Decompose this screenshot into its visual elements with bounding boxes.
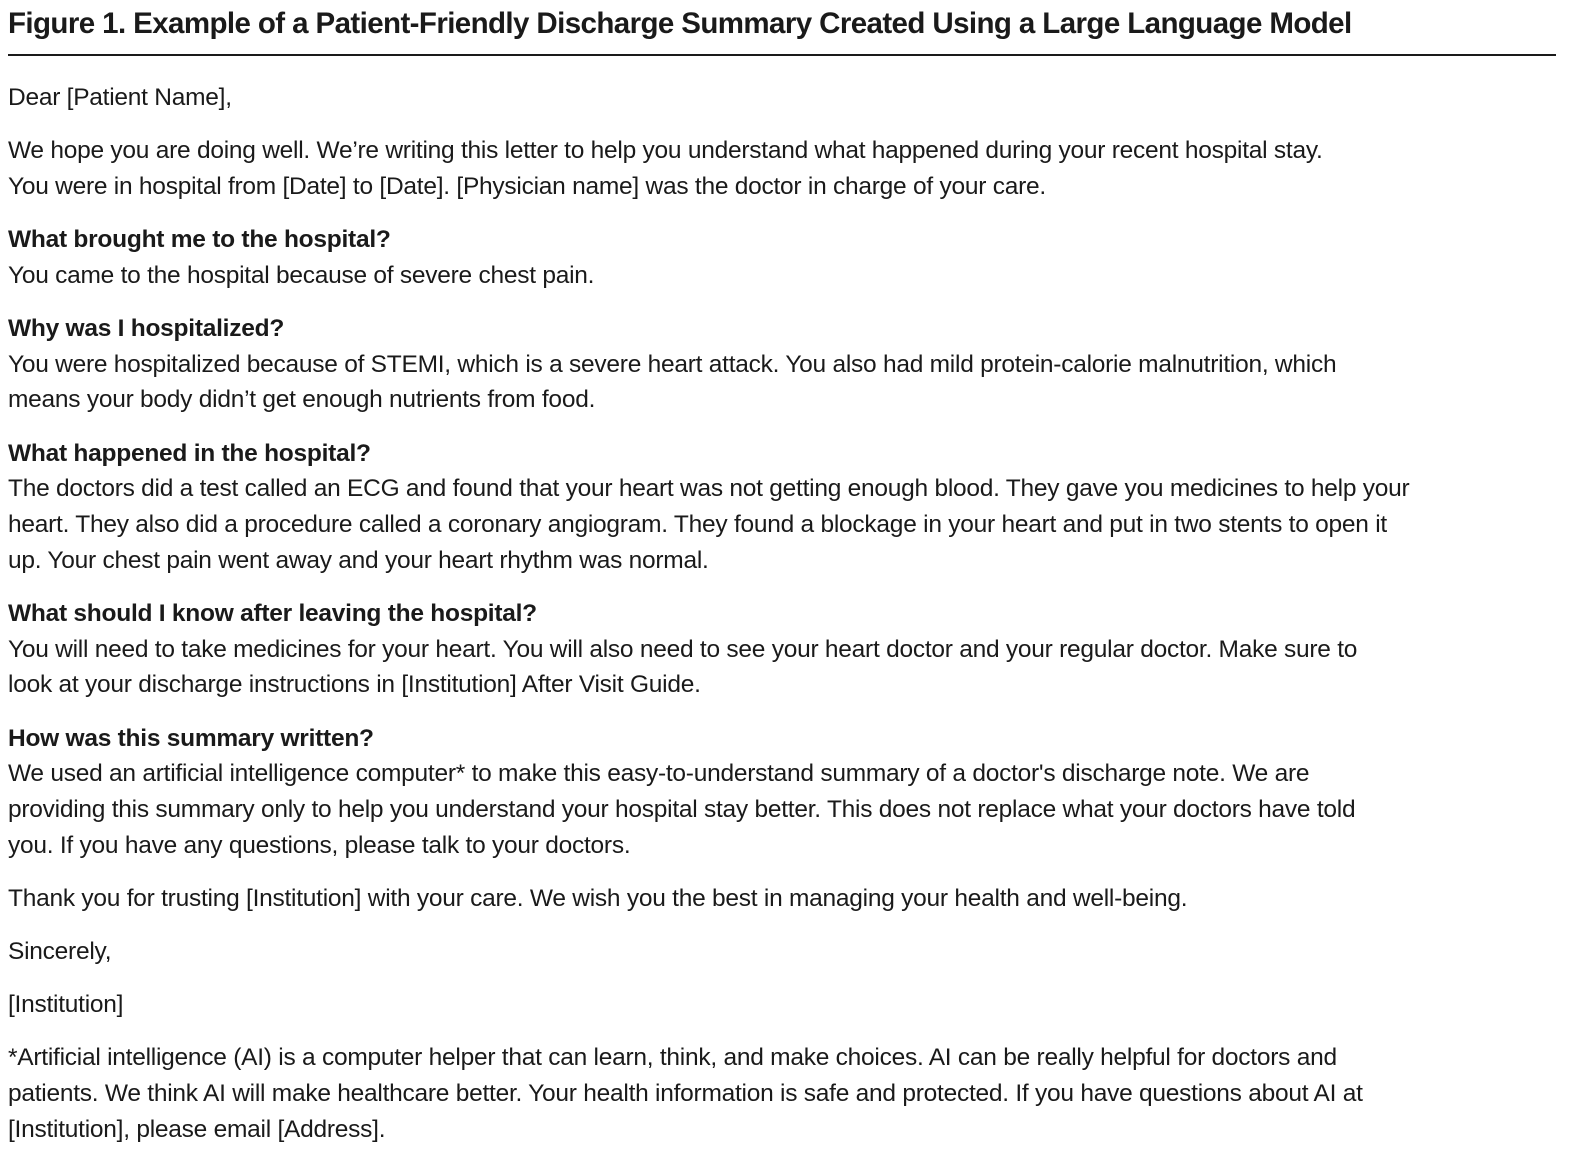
figure xyxy=(8,0,1556,1165)
section-reason-for-visit xyxy=(8,222,1556,293)
section-line: You came to the hospital because of severe chest pain. xyxy=(8,261,595,289)
section-line: means your body didn’t get enough nutrients from food. xyxy=(8,386,596,414)
footnote-line: *Artificial intelligence (AI) is a computer helper that can learn, think, and make choices. AI can be really helpful for doctors and xyxy=(8,1044,1337,1072)
footnote-line: patients. We think AI will make healthcare better. Your health information is safe and protected. If you have questions about AI at xyxy=(8,1080,1363,1108)
section-line: heart. They also did a procedure called a coronary angiogram. They found a blockage in your heart and put in two stents to open it xyxy=(8,511,1387,539)
title-divider xyxy=(8,54,1556,56)
section-why-hospitalized xyxy=(8,311,1556,418)
section-how-written xyxy=(8,721,1556,864)
signature xyxy=(8,987,1556,1023)
intro-line: You were in hospital from [Date] to [Date]. [Physician name] was the doctor in charge of your care. xyxy=(8,172,1046,200)
section-heading: How was this summary written? xyxy=(8,724,374,752)
section-heading: What brought me to the hospital? xyxy=(8,226,391,254)
sign-off xyxy=(8,934,1556,970)
section-line: You will need to take medicines for your heart. You will also need to see your heart doctor and your regular doctor. Make sure to xyxy=(8,635,1358,663)
salutation xyxy=(8,80,1556,116)
section-line: You were hospitalized because of STEMI, which is a severe heart attack. You also had mild protein-calorie malnutrition, which xyxy=(8,350,1337,378)
section-heading: Why was I hospitalized? xyxy=(8,315,285,343)
closing-paragraph xyxy=(8,881,1556,917)
section-line: up. Your chest pain went away and your heart rhythm was normal. xyxy=(8,546,709,574)
closing-text: Thank you for trusting [Institution] with your care. We wish you the best in managing your health and well-being. xyxy=(8,884,1188,912)
section-line: look at your discharge instructions in [Institution] After Visit Guide. xyxy=(8,671,701,699)
section-line: providing this summary only to help you understand your hospital stay better. This does not replace what your doctors have told xyxy=(8,795,1356,823)
sign-off-text: Sincerely, xyxy=(8,938,112,966)
figure-title: Figure 1. Example of a Patient-Friendly Discharge Summary Created Using a Large Language Model xyxy=(8,7,1352,40)
section-after-leaving xyxy=(8,596,1556,703)
intro-paragraph xyxy=(8,133,1556,204)
section-heading: What should I know after leaving the hospital? xyxy=(8,599,537,627)
footnote-line: [Institution], please email [Address]. xyxy=(8,1115,386,1143)
salutation-text: Dear [Patient Name], xyxy=(8,84,232,111)
discharge-letter xyxy=(8,80,1556,1148)
footnote xyxy=(8,1040,1556,1147)
section-line: you. If you have any questions, please talk to your doctors. xyxy=(8,831,631,859)
section-line: We used an artificial intelligence computer* to make this easy-to-understand summary of a doctor's discharge note. We are xyxy=(8,760,1310,788)
intro-line: We hope you are doing well. We’re writing this letter to help you understand what happened during your recent hospital stay. xyxy=(8,137,1323,165)
signature-text: [Institution] xyxy=(8,991,124,1019)
section-what-happened xyxy=(8,436,1556,579)
section-line: The doctors did a test called an ECG and found that your heart was not getting enough blood. They gave you medicines to help your xyxy=(8,475,1410,503)
section-heading: What happened in the hospital? xyxy=(8,439,371,467)
